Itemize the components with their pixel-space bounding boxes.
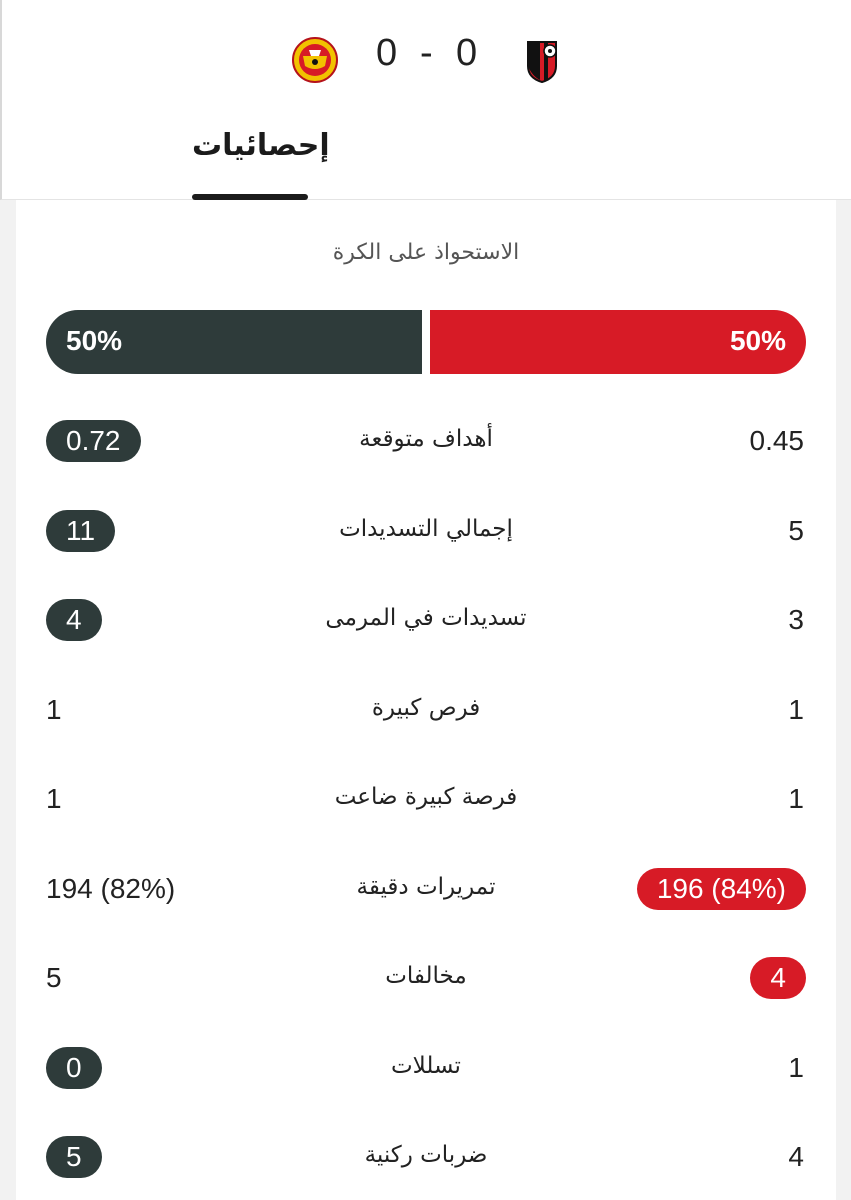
stat-row: [16, 953, 836, 1003]
score-separator: -: [420, 32, 433, 74]
stat-away-value: 1: [46, 693, 62, 725]
stat-home-value: 5: [788, 514, 804, 546]
stat-row: [16, 506, 836, 556]
stat-home-value: 4: [750, 957, 806, 999]
stat-row: [16, 416, 836, 466]
stat-row: [16, 864, 836, 914]
possession-bar: [46, 310, 806, 374]
possession-title: الاستحواذ على الكرة: [332, 240, 520, 265]
stat-row: [16, 685, 836, 735]
stat-row: [16, 1132, 836, 1182]
away-score: 0: [376, 32, 398, 74]
stat-home-value: 196 (84%): [637, 868, 806, 910]
scoreline: [2, 28, 851, 92]
match-header: [0, 0, 851, 200]
stat-row: [16, 1043, 836, 1093]
home-score: 0: [456, 32, 478, 74]
stat-away-value: 0: [46, 1047, 102, 1089]
stat-home-value: 1: [788, 783, 804, 814]
stat-label: تسديدات في المرمى: [325, 605, 527, 631]
stat-away-value: 4: [46, 599, 102, 641]
possession-home-value: 50%: [729, 325, 786, 356]
stat-label: تسللات: [391, 1052, 461, 1079]
stat-away-value: 5: [46, 962, 62, 993]
stat-away-value: 1: [46, 783, 62, 814]
stat-row: [16, 595, 836, 645]
stat-home-value: 4: [788, 1141, 804, 1172]
tab-statistics[interactable]: إحصائيات: [192, 128, 330, 163]
stat-label: فرص كبيرة: [371, 694, 481, 721]
bournemouth-crest-icon: [518, 36, 566, 84]
possession-away-value: 50%: [66, 325, 123, 356]
possession-away-segment: [46, 310, 422, 374]
stat-label: إجمالي التسديدات: [339, 515, 513, 542]
man-utd-crest-icon: [291, 36, 339, 84]
stat-label: أهداف متوقعة: [359, 426, 493, 452]
stat-home-value: 1: [788, 1051, 804, 1083]
stat-label: مخالفات: [385, 963, 467, 989]
stat-row: [16, 774, 836, 824]
stats-card: [16, 200, 836, 1200]
stat-home-value: 0.45: [749, 425, 804, 456]
stat-away-value: 11: [46, 510, 115, 552]
stat-home-value: 1: [788, 693, 804, 725]
stat-away-value: 5: [46, 1136, 102, 1178]
stat-away-value: 0.72: [46, 420, 141, 462]
stat-away-value: 194 (82%): [46, 872, 176, 904]
possession-home-segment: [430, 310, 806, 374]
stat-label: تمريرات دقيقة: [356, 873, 496, 900]
stat-label: ضربات ركنية: [364, 1142, 488, 1168]
stat-label: فرصة كبيرة ضاعت: [334, 784, 518, 810]
stat-home-value: 3: [788, 604, 804, 635]
